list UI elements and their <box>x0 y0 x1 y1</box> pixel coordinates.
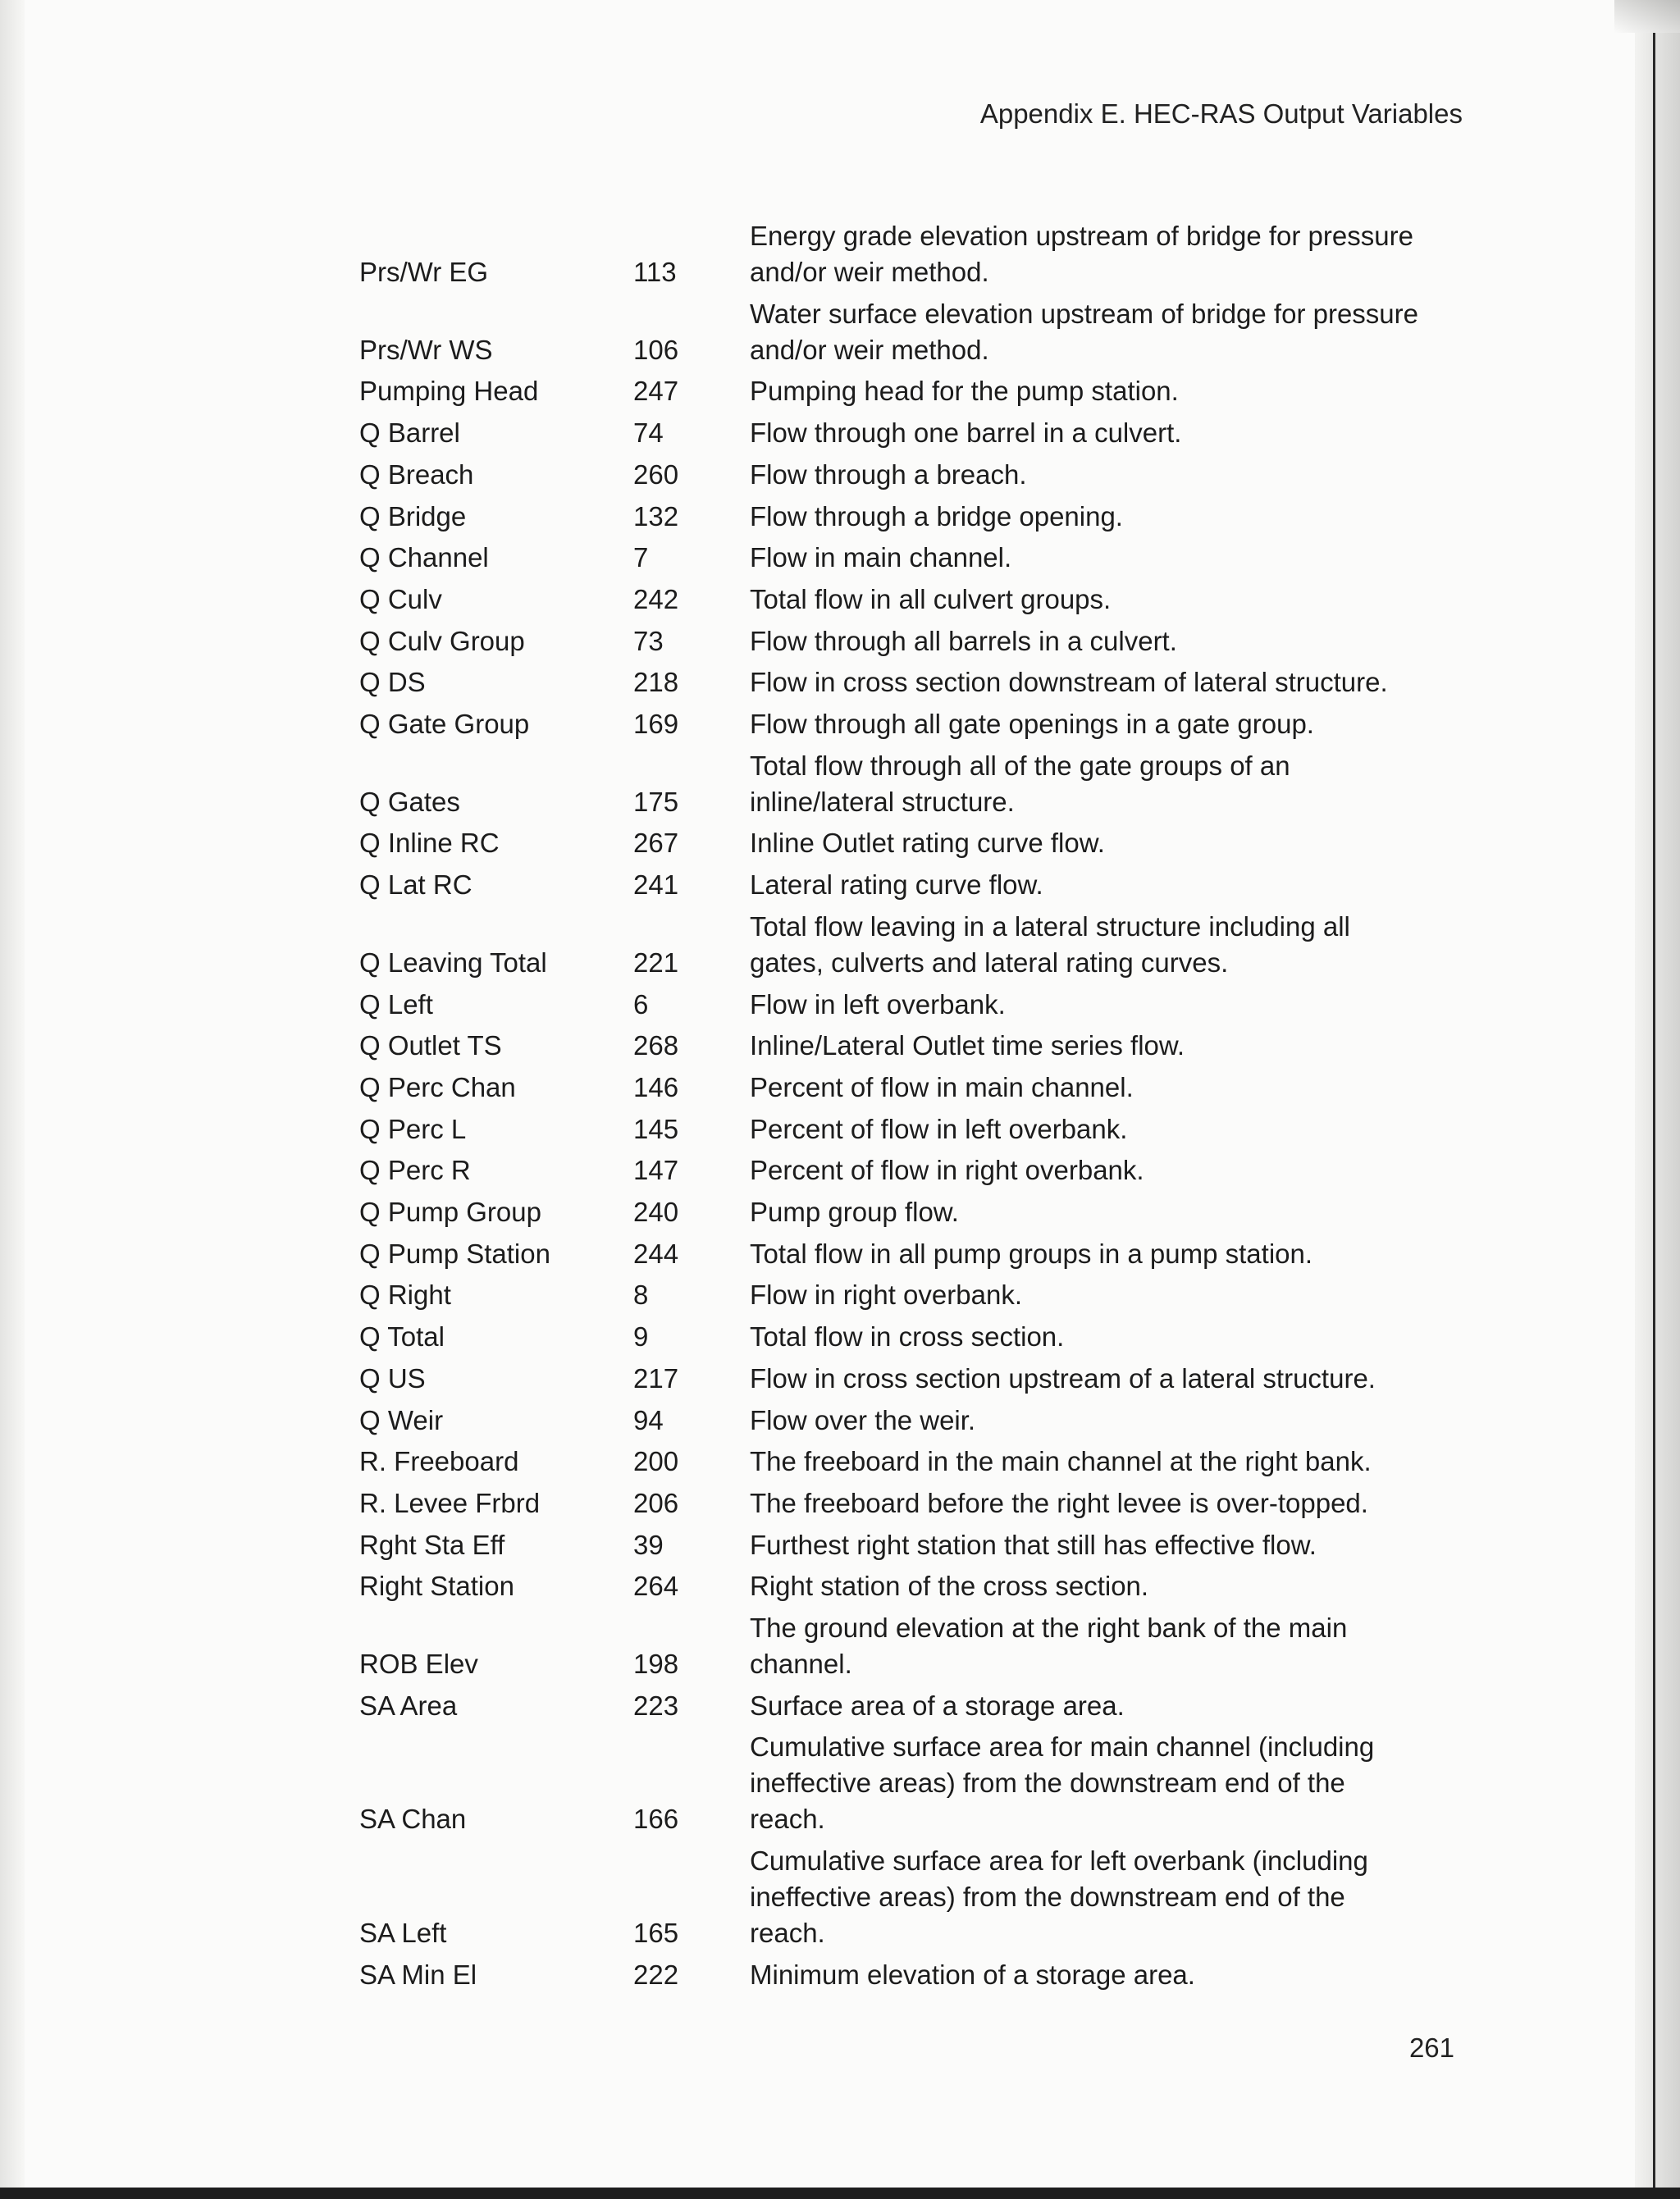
description-line: reach. <box>750 1918 825 1949</box>
table-row <box>0 1729 1680 1837</box>
table-row <box>0 1688 1680 1724</box>
variable-description <box>750 909 1472 981</box>
variable-number: 175 <box>633 786 679 817</box>
variable-name: Right Station <box>359 1571 514 1602</box>
description-line: inline/lateral structure. <box>750 786 1015 817</box>
table-row <box>0 1361 1680 1397</box>
description-line: Inline Outlet rating curve flow. <box>750 828 1105 859</box>
variable-name: Q Gates <box>359 786 460 817</box>
description-line: Energy grade elevation upstream of bridge for pressure <box>750 221 1413 251</box>
table-row <box>0 909 1680 981</box>
variable-name: Q Leaving Total <box>359 947 547 978</box>
description-line: Total flow leaving in a lateral structure including all <box>750 910 1350 942</box>
description-line: The freeboard before the right levee is over-topped. <box>750 1487 1368 1518</box>
variable-name: Q Gate Group <box>359 709 530 739</box>
variable-number: 268 <box>633 1030 679 1061</box>
table-row <box>0 1403 1680 1439</box>
variable-number: 218 <box>633 667 679 698</box>
variable-number: 247 <box>633 376 679 407</box>
variable-name: Q Barrel <box>359 417 460 449</box>
table-row <box>0 499 1680 535</box>
table-row <box>0 664 1680 700</box>
variable-name: Q Total <box>359 1321 445 1353</box>
description-line: Total flow in all pump groups in a pump station. <box>750 1238 1313 1269</box>
table-row <box>0 1843 1680 1951</box>
variable-number: 222 <box>633 1959 679 1990</box>
table-row <box>0 582 1680 618</box>
variable-description <box>750 664 1472 700</box>
variable-name: Q DS <box>359 667 426 698</box>
variable-description <box>750 825 1472 861</box>
description-line: reach. <box>750 1804 825 1835</box>
table-row <box>0 1111 1680 1147</box>
description-line: Cumulative surface area for main channel (including <box>750 1731 1375 1763</box>
table-row <box>0 1070 1680 1106</box>
variable-description <box>750 1028 1472 1064</box>
variable-name: R. Freeboard <box>359 1446 519 1477</box>
variable-name: ROB Elev <box>359 1649 478 1679</box>
description-line: Flow through all barrels in a culvert. <box>750 625 1177 656</box>
variable-number: 8 <box>633 1280 649 1311</box>
variable-name: Q Right <box>359 1280 451 1311</box>
variable-description <box>750 867 1472 903</box>
variable-name: R. Levee Frbrd <box>359 1487 541 1518</box>
variable-name: Q Breach <box>359 459 474 490</box>
variable-name: Q Channel <box>359 542 489 573</box>
variable-description <box>750 582 1472 618</box>
variable-number: 223 <box>633 1690 679 1721</box>
variable-description <box>750 415 1472 451</box>
table-row <box>0 1527 1680 1563</box>
table-row <box>0 623 1680 659</box>
variable-description <box>750 296 1472 368</box>
variable-number: 132 <box>633 500 679 532</box>
variable-name: Q Culv Group <box>359 625 525 656</box>
description-line: Flow over the weir. <box>750 1404 976 1435</box>
table-row <box>0 748 1680 820</box>
description-line: Percent of flow in left overbank. <box>750 1113 1128 1144</box>
description-line: Flow through one barrel in a culvert. <box>750 417 1182 449</box>
description-line: Flow in right overbank. <box>750 1280 1022 1311</box>
description-line: Pumping head for the pump station. <box>750 376 1179 407</box>
variable-description <box>750 373 1472 409</box>
variable-description <box>750 1236 1472 1272</box>
table-row <box>0 706 1680 742</box>
description-line: channel. <box>750 1649 852 1679</box>
variable-number: 147 <box>633 1155 679 1186</box>
description-line: Minimum elevation of a storage area. <box>750 1959 1195 1990</box>
variable-description <box>750 499 1472 535</box>
variable-name: Q Perc Chan <box>359 1071 516 1102</box>
variable-name: Q Outlet TS <box>359 1030 502 1061</box>
description-line: Flow through a breach. <box>750 459 1027 490</box>
table-row <box>0 1194 1680 1230</box>
description-line: Surface area of a storage area. <box>750 1690 1125 1721</box>
description-line: The ground elevation at the right bank of the main <box>750 1613 1348 1643</box>
description-line: Total flow in cross section. <box>750 1321 1065 1353</box>
description-line: Lateral rating curve flow. <box>750 869 1043 901</box>
variable-name: Rght Sta Eff <box>359 1529 505 1560</box>
variable-number: 240 <box>633 1197 679 1227</box>
variable-number: 39 <box>633 1529 664 1560</box>
variable-name: SA Chan <box>359 1804 467 1835</box>
variable-description <box>750 540 1472 576</box>
variable-description <box>750 1485 1472 1522</box>
variable-description <box>750 1319 1472 1355</box>
variable-number: 145 <box>633 1113 679 1144</box>
variable-description <box>750 1277 1472 1313</box>
variable-number: 198 <box>633 1649 679 1679</box>
variable-description <box>750 706 1472 742</box>
variable-number: 242 <box>633 583 679 614</box>
variable-number: 241 <box>633 869 679 901</box>
variable-number: 146 <box>633 1071 679 1102</box>
variable-number: 217 <box>633 1362 679 1394</box>
variable-number: 73 <box>633 625 664 656</box>
table-row <box>0 1028 1680 1064</box>
table-row <box>0 987 1680 1023</box>
table-row <box>0 1277 1680 1313</box>
variable-number: 260 <box>633 459 679 490</box>
description-line: Flow through all gate openings in a gate group. <box>750 709 1314 739</box>
variable-description <box>750 457 1472 493</box>
table-row <box>0 296 1680 368</box>
variable-number: 6 <box>633 988 649 1020</box>
variable-name: Prs/Wr EG <box>359 257 489 287</box>
table-row <box>0 1957 1680 1993</box>
description-line: Percent of flow in right overbank. <box>750 1155 1144 1186</box>
table-row <box>0 825 1680 861</box>
table-row <box>0 218 1680 290</box>
table-row <box>0 1444 1680 1480</box>
variable-description <box>750 1610 1472 1682</box>
description-line: and/or weir method. <box>750 257 989 287</box>
variable-number: 200 <box>633 1446 679 1477</box>
variable-name: Q Left <box>359 988 433 1020</box>
variable-description <box>750 1729 1472 1837</box>
variable-name: Q Bridge <box>359 500 467 532</box>
variable-number: 221 <box>633 947 679 978</box>
description-line: Flow in main channel. <box>750 542 1012 573</box>
description-line: Water surface elevation upstream of bridge for pressure <box>750 298 1418 329</box>
running-header: Appendix E. HEC-RAS Output Variables <box>979 98 1463 129</box>
variable-name: Q Lat RC <box>359 869 472 901</box>
table-row <box>0 540 1680 576</box>
variable-description <box>750 987 1472 1023</box>
variable-number: 206 <box>633 1487 679 1518</box>
variable-description <box>750 1688 1472 1724</box>
variable-name: Prs/Wr WS <box>359 334 493 365</box>
variable-name: SA Left <box>359 1918 447 1949</box>
variable-name: Q US <box>359 1362 426 1394</box>
variable-description <box>750 218 1472 290</box>
table-row <box>0 457 1680 493</box>
table-row <box>0 1610 1680 1682</box>
variable-name: Q Weir <box>359 1404 444 1435</box>
variable-description <box>750 1444 1472 1480</box>
variable-description <box>750 1111 1472 1147</box>
description-line: Flow through a bridge opening. <box>750 500 1123 532</box>
description-line: Pump group flow. <box>750 1197 959 1227</box>
table-row <box>0 415 1680 451</box>
description-line: Flow in cross section downstream of lateral structure. <box>750 667 1388 698</box>
description-line: ineffective areas) from the downstream end of the <box>750 1768 1345 1799</box>
variable-name: Q Culv <box>359 583 442 614</box>
table-row <box>0 867 1680 903</box>
table-row <box>0 373 1680 409</box>
variable-description <box>750 1361 1472 1397</box>
variable-description <box>750 1568 1472 1604</box>
description-line: Flow in left overbank. <box>750 988 1006 1020</box>
description-line: Percent of flow in main channel. <box>750 1071 1134 1102</box>
variable-description <box>750 748 1472 820</box>
description-line: Total flow in all culvert groups. <box>750 583 1112 614</box>
variable-number: 113 <box>633 257 677 287</box>
description-line: Furthest right station that still has effective flow. <box>750 1529 1317 1560</box>
variable-number: 94 <box>633 1404 664 1435</box>
description-line: and/or weir method. <box>750 334 989 365</box>
description-line: gates, culverts and lateral rating curves. <box>750 947 1229 978</box>
table-row <box>0 1319 1680 1355</box>
variable-name: Pumping Head <box>359 376 539 407</box>
variable-number: 9 <box>633 1321 649 1353</box>
variable-description <box>750 1070 1472 1106</box>
description-line: Inline/Lateral Outlet time series flow. <box>750 1030 1185 1061</box>
variable-name: SA Area <box>359 1690 458 1721</box>
description-line: Total flow through all of the gate groups of an <box>750 750 1290 781</box>
variable-description <box>750 1957 1472 1993</box>
description-line: Flow in cross section upstream of a lateral structure. <box>750 1362 1376 1394</box>
variable-number: 74 <box>633 417 664 449</box>
description-line: Cumulative surface area for left overbank (including <box>750 1845 1368 1877</box>
variable-number: 264 <box>633 1571 679 1602</box>
variable-number: 166 <box>633 1804 679 1835</box>
variable-number: 165 <box>633 1918 679 1949</box>
variable-name: Q Pump Group <box>359 1197 541 1227</box>
table-row <box>0 1568 1680 1604</box>
variable-description <box>750 623 1472 659</box>
variable-number: 106 <box>633 334 679 365</box>
variable-name: SA Min El <box>359 1959 477 1990</box>
description-line: The freeboard in the main channel at the right bank. <box>750 1446 1372 1477</box>
page-number: 261 <box>1408 2032 1454 2063</box>
variable-name: Q Pump Station <box>359 1238 550 1269</box>
variable-name: Q Inline RC <box>359 828 500 859</box>
variable-number: 267 <box>633 828 679 859</box>
variable-name: Q Perc L <box>359 1113 467 1144</box>
variable-description <box>750 1403 1472 1439</box>
variable-description <box>750 1152 1472 1188</box>
variable-description <box>750 1843 1472 1951</box>
variable-description <box>750 1194 1472 1230</box>
variable-name: Q Perc R <box>359 1155 471 1186</box>
variable-number: 7 <box>633 542 649 573</box>
description-line: ineffective areas) from the downstream end of the <box>750 1882 1345 1913</box>
variable-number: 169 <box>633 709 679 739</box>
variable-description <box>750 1527 1472 1563</box>
table-row <box>0 1152 1680 1188</box>
table-row <box>0 1485 1680 1522</box>
table-row <box>0 1236 1680 1272</box>
description-line: Right station of the cross section. <box>750 1571 1149 1602</box>
variable-number: 244 <box>633 1238 679 1269</box>
